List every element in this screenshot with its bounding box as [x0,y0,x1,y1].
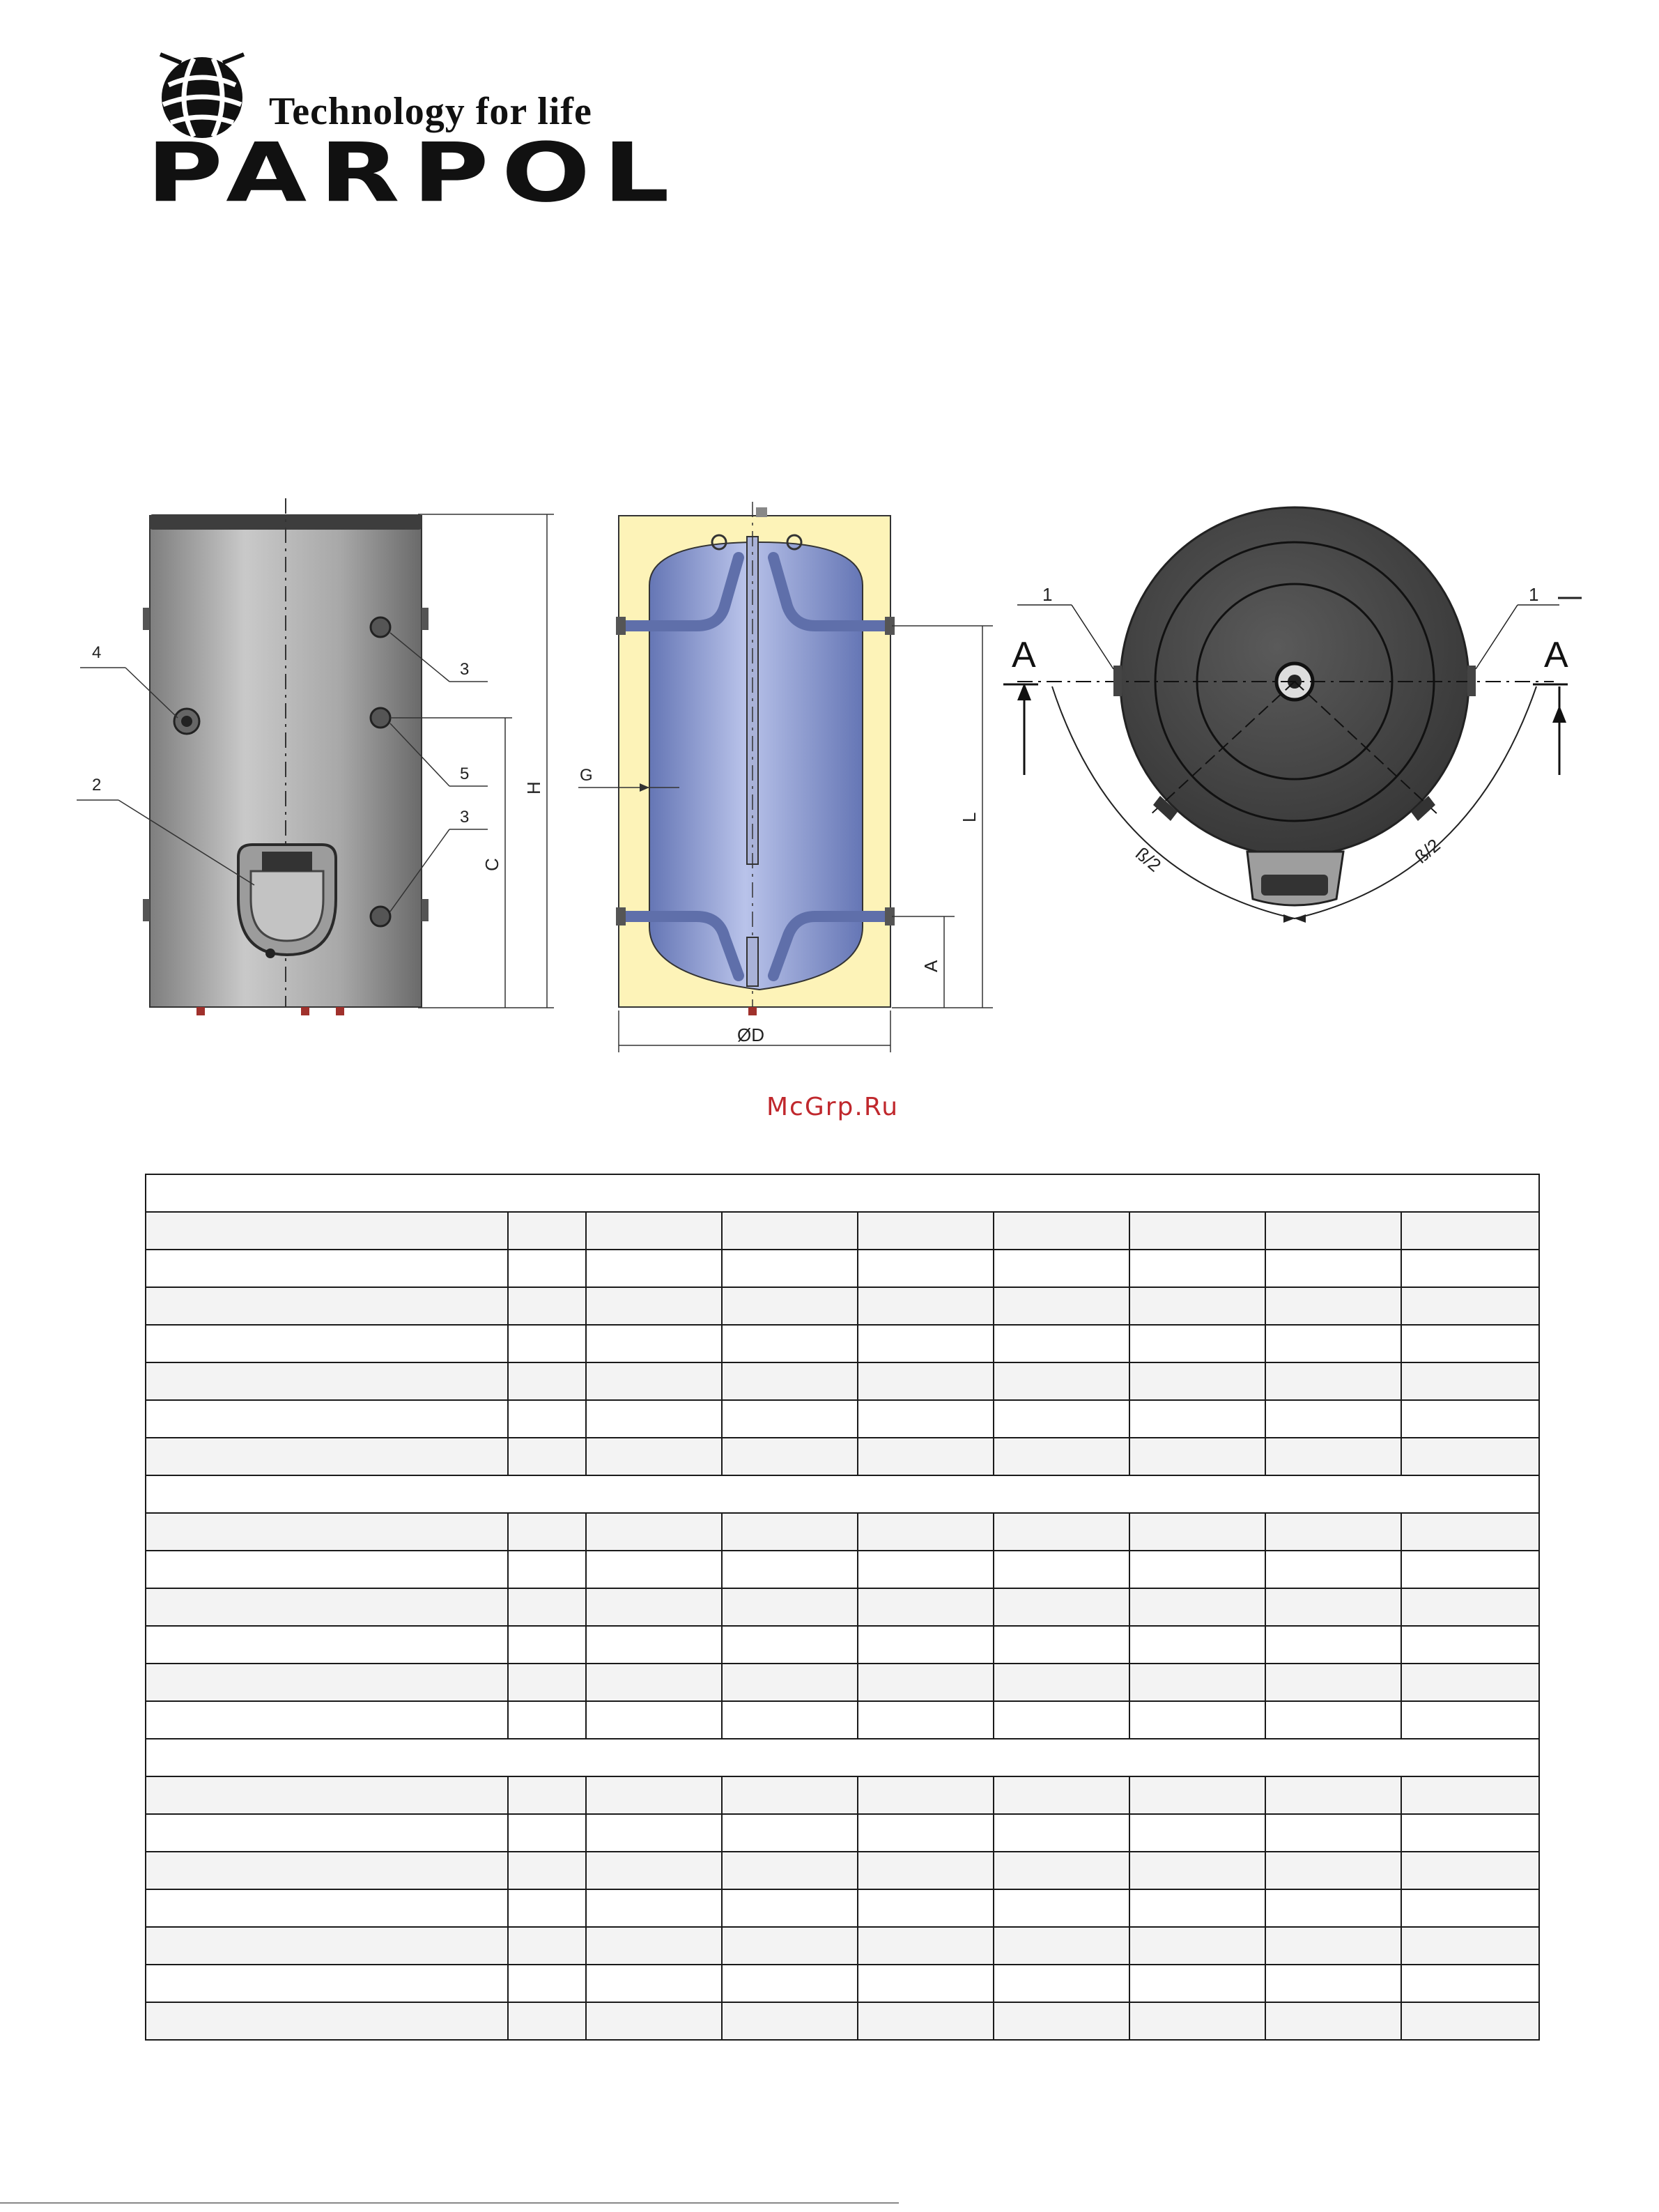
watermark: McGrp.Ru [766,1093,900,1121]
callout-5: 5 [460,765,470,783]
table-cell [722,1927,858,1965]
table-row [146,1400,1539,1438]
callout-4: 4 [92,643,102,662]
table-cell [508,2002,586,2040]
table-cell [586,1588,722,1626]
callout-3-bottom: 3 [460,808,470,827]
table-cell [722,1287,858,1325]
table-cell [508,1287,586,1325]
table-cell [508,1701,586,1739]
table-row [146,1325,1539,1362]
table-cell [586,1513,722,1551]
table-cell [586,1325,722,1362]
table-cell [1401,1438,1539,1475]
table-cell [1129,1513,1265,1551]
table-row [146,1513,1539,1551]
table-cell [858,1852,994,1889]
table-cell [146,1701,508,1739]
table-cell [858,1776,994,1814]
table-cell [586,2002,722,2040]
table-row [146,1889,1539,1927]
table-section-header [146,1475,1539,1513]
angle-left-label: ß/2 [1132,843,1166,876]
table-cell [1265,1965,1401,2002]
company-logo [146,49,682,230]
table-cell [1129,1852,1265,1889]
table-cell [1265,1701,1401,1739]
table-cell [722,1513,858,1551]
table-cell [994,1626,1129,1664]
table-row [146,1965,1539,2002]
table-cell [994,1927,1129,1965]
footer-divider [0,2202,899,2204]
section-title [146,1475,1539,1513]
table-cell [858,1250,994,1287]
table-cell [1401,1701,1539,1739]
table-cell [1401,1889,1539,1927]
table-row [146,1626,1539,1664]
table-cell [722,1701,858,1739]
dim-l-label: L [959,812,980,822]
table-cell [1401,1212,1539,1250]
table-cell [1401,1287,1539,1325]
table-cell [146,1889,508,1927]
table-cell [586,1250,722,1287]
section-a-right-label: A [1544,635,1568,675]
table-cell [858,1965,994,2002]
table-cell [994,1664,1129,1701]
table-cell [994,1212,1129,1250]
table-cell [1265,1325,1401,1362]
table-cell [586,1287,722,1325]
table-cell [1265,1287,1401,1325]
table-cell [994,1701,1129,1739]
table-cell [994,1965,1129,2002]
table-cell [508,1325,586,1362]
table-cell [586,1664,722,1701]
table-cell [722,1250,858,1287]
table-cell [146,1212,508,1250]
table-cell [1401,1588,1539,1626]
table-cell [1265,1588,1401,1626]
table-cell [146,1551,508,1588]
table-cell [1265,1776,1401,1814]
table-cell [1265,1626,1401,1664]
table-cell [722,1626,858,1664]
table-cell [1129,1927,1265,1965]
table-row [146,1927,1539,1965]
table-cell [994,1287,1129,1325]
table-cell [1401,1551,1539,1588]
table-cell [146,1664,508,1701]
table-cell [858,1814,994,1852]
callout-2: 2 [92,776,102,794]
table-row [146,1588,1539,1626]
table-cell [1265,2002,1401,2040]
table-cell [1129,1287,1265,1325]
table-cell [858,1701,994,1739]
table-cell [858,1588,994,1626]
table-cell [858,1287,994,1325]
table-cell [508,1664,586,1701]
table-cell [1265,1438,1401,1475]
table-cell [1129,1325,1265,1362]
table-cell [586,1889,722,1927]
table-cell [586,1701,722,1739]
table-cell [1129,1664,1265,1701]
dim-g-label: G [580,766,593,785]
table-cell [508,1889,586,1927]
table-cell [586,1927,722,1965]
table-cell [722,1776,858,1814]
table-cell [146,2002,508,2040]
table-cell [586,1626,722,1664]
table-cell [586,1438,722,1475]
table-cell [146,1814,508,1852]
table-cell [1265,1927,1401,1965]
table-cell [1265,1362,1401,1400]
table-cell [146,1287,508,1325]
table-row [146,1814,1539,1852]
table-cell [722,1438,858,1475]
table-section-header [146,1739,1539,1776]
table-row [146,1701,1539,1739]
table-cell [722,1664,858,1701]
table-cell [994,1776,1129,1814]
table-cell [1265,1250,1401,1287]
table-row [146,1551,1539,1588]
table-cell [1265,1212,1401,1250]
table-cell [1401,1927,1539,1965]
callout-1-right: 1 [1529,584,1539,605]
table-cell [1401,1325,1539,1362]
table-row [146,2002,1539,2040]
table-row [146,1362,1539,1400]
callout-1-left: 1 [1042,584,1053,605]
table-cell [858,1927,994,1965]
table-cell [1129,1250,1265,1287]
table-cell [1401,1852,1539,1889]
table-row [146,1250,1539,1287]
table-cell [858,1626,994,1664]
table-cell [586,1551,722,1588]
table-cell [586,1362,722,1400]
table-cell [858,1362,994,1400]
table-cell [722,1212,858,1250]
table-cell [1129,1626,1265,1664]
table-cell [858,1513,994,1551]
table-cell [1401,1250,1539,1287]
table-cell [1129,1212,1265,1250]
table-cell [1265,1551,1401,1588]
table-row [146,1852,1539,1889]
table-cell [1129,1965,1265,2002]
callout-3-top: 3 [460,660,470,679]
table-cell [722,1362,858,1400]
dim-c-label: C [481,858,502,871]
table-cell [508,1814,586,1852]
table-cell [858,1551,994,1588]
table-cell [1129,2002,1265,2040]
table-cell [1401,1814,1539,1852]
table-cell [1265,1852,1401,1889]
table-cell [994,1588,1129,1626]
table-cell [146,1927,508,1965]
table-cell [994,1814,1129,1852]
table-cell [722,1588,858,1626]
table-cell [1401,1664,1539,1701]
table-cell [994,1551,1129,1588]
table-cell [994,1250,1129,1287]
table-cell [146,1438,508,1475]
table-cell [146,1400,508,1438]
table-cell [146,1626,508,1664]
table-cell [722,1551,858,1588]
table-cell [508,1626,586,1664]
table-cell [994,1889,1129,1927]
table-cell [1401,1400,1539,1438]
table-cell [508,1965,586,2002]
table-cell [994,1325,1129,1362]
table-cell [1129,1362,1265,1400]
table-cell [858,1212,994,1250]
table-cell [586,1814,722,1852]
table-cell [508,1400,586,1438]
section-title [146,1739,1539,1776]
section-a-left-label: A [1012,635,1036,675]
table-section-header [146,1174,1539,1212]
table-cell [508,1927,586,1965]
table-cell [858,1400,994,1438]
table-cell [508,1362,586,1400]
dim-a-label: A [920,960,941,972]
logo-brand: PARPOL [146,125,682,221]
table-cell [1129,1814,1265,1852]
table-cell [858,1438,994,1475]
table-cell [1401,1626,1539,1664]
table-cell [1129,1588,1265,1626]
table-cell [858,1664,994,1701]
table-cell [722,1889,858,1927]
table-cell [1401,1965,1539,2002]
table-cell [1129,1889,1265,1927]
table-cell [586,1776,722,1814]
table-cell [722,1965,858,2002]
table-cell [586,1212,722,1250]
table-row [146,1287,1539,1325]
table-cell [722,1814,858,1852]
table-row [146,1438,1539,1475]
table-cell [722,1852,858,1889]
table-cell [146,1965,508,2002]
table-cell [146,1250,508,1287]
table-row [146,1776,1539,1814]
table-cell [994,1400,1129,1438]
table-cell [1129,1776,1265,1814]
table-row [146,1212,1539,1250]
table-cell [994,1852,1129,1889]
table-cell [508,1852,586,1889]
table-cell [586,1965,722,2002]
table-cell [858,2002,994,2040]
table-cell [1401,1362,1539,1400]
dim-h-label: H [523,781,544,794]
table-cell [146,1362,508,1400]
table-cell [1265,1664,1401,1701]
table-cell [1265,1889,1401,1927]
section-title [146,1174,1539,1212]
spec-table [145,1174,1540,2041]
table-cell [146,1588,508,1626]
angle-right-label: ß/2 [1410,834,1444,868]
table-cell [722,1325,858,1362]
table-cell [586,1852,722,1889]
logo-tagline: Technology for life [269,90,592,133]
table-cell [586,1400,722,1438]
table-cell [1129,1701,1265,1739]
front-view [77,498,554,1015]
table-row [146,1664,1539,1701]
table-cell [508,1776,586,1814]
table-cell [508,1588,586,1626]
table-cell [1265,1814,1401,1852]
table-cell [1129,1400,1265,1438]
table-cell [146,1852,508,1889]
table-cell [858,1889,994,1927]
table-cell [1401,2002,1539,2040]
table-cell [1401,1513,1539,1551]
top-view [1003,507,1582,923]
table-cell [508,1438,586,1475]
table-cell [994,1362,1129,1400]
table-cell [994,1513,1129,1551]
technical-drawing [0,474,1659,1087]
table-cell [508,1513,586,1551]
table-cell [994,1438,1129,1475]
section-view [578,502,993,1052]
table-cell [1265,1400,1401,1438]
table-cell [858,1325,994,1362]
table-cell [146,1513,508,1551]
table-cell [508,1250,586,1287]
table-cell [508,1551,586,1588]
table-cell [146,1325,508,1362]
table-cell [1129,1438,1265,1475]
dim-d-label: ØD [737,1024,764,1045]
table-cell [994,2002,1129,2040]
table-cell [1129,1551,1265,1588]
table-cell [146,1776,508,1814]
table-cell [722,2002,858,2040]
table-cell [1401,1776,1539,1814]
table-cell [508,1212,586,1250]
table-cell [722,1400,858,1438]
table-cell [1265,1513,1401,1551]
